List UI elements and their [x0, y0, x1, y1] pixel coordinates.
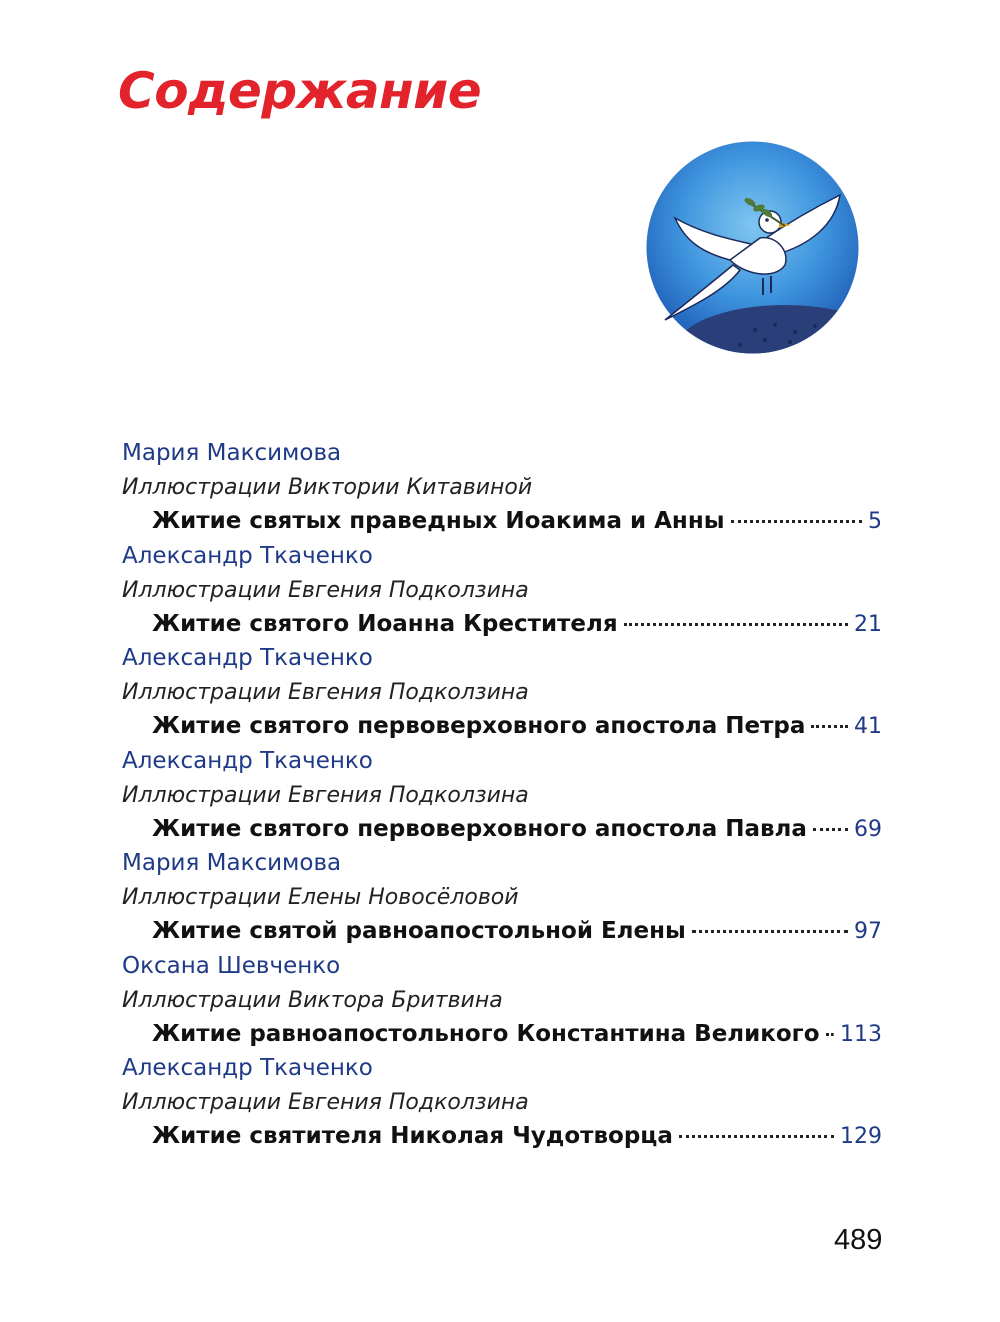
toc-illustrator: Иллюстрации Виктории Китавиной — [122, 475, 533, 500]
toc-illustrator: Иллюстрации Елены Новосёловой — [122, 885, 519, 910]
toc-author: Александр Ткаченко — [122, 645, 373, 671]
toc-entry — [122, 541, 882, 644]
dot-leader — [731, 520, 862, 523]
toc-author: Мария Максимова — [122, 440, 342, 466]
toc-entry — [122, 746, 882, 849]
toc-line[interactable] — [152, 710, 882, 743]
toc-entry — [122, 643, 882, 746]
toc-illustrator: Иллюстрации Евгения Подколзина — [122, 1090, 529, 1115]
page-title: Содержание — [118, 62, 482, 120]
toc-title: Житие святого Иоанна Крестителя — [152, 610, 618, 637]
dot-leader — [826, 1033, 835, 1036]
toc-author: Александр Ткаченко — [122, 542, 373, 569]
dot-leader — [679, 1135, 834, 1138]
toc-line[interactable] — [152, 813, 882, 846]
dot-leader — [692, 930, 848, 933]
toc-title: Житие святого первоверховного апостола Павла — [152, 815, 807, 842]
toc-illustrator: Иллюстрации Виктора Бритвина — [122, 987, 503, 1013]
toc-line[interactable] — [152, 505, 882, 538]
toc-line[interactable] — [152, 915, 882, 948]
toc-illustrator: Иллюстрации Евгения Подколзина — [122, 782, 529, 808]
toc-page-number: 5 — [868, 509, 882, 534]
dot-leader — [624, 623, 848, 626]
dove-illustration-icon — [645, 140, 860, 355]
toc-title: Житие святого первоверховного апостола Петра — [152, 713, 806, 739]
toc-line[interactable] — [152, 608, 882, 641]
toc-page-number: 97 — [854, 919, 882, 944]
toc-title: Житие святой равноапостольной Елены — [152, 918, 686, 944]
toc-title: Житие равноапостольного Константина Великого — [152, 1020, 820, 1047]
dot-leader — [813, 828, 848, 831]
toc-line[interactable] — [152, 1018, 882, 1051]
toc-page-number: 69 — [854, 816, 882, 842]
page-number: 489 — [834, 1224, 883, 1256]
toc-entry — [122, 848, 882, 951]
toc-author: Мария Максимова — [122, 850, 342, 876]
toc-author: Александр Ткаченко — [122, 747, 373, 774]
toc-illustrator: Иллюстрации Евгения Подколзина — [122, 577, 529, 603]
toc-page-number: 129 — [840, 1124, 882, 1149]
toc-page-number: 21 — [854, 611, 882, 637]
toc-page-number: 41 — [854, 714, 882, 739]
toc-illustrator: Иллюстрации Евгения Подколзина — [122, 680, 529, 705]
toc-author: Александр Ткаченко — [122, 1055, 373, 1081]
toc-entry — [122, 1053, 882, 1156]
dot-leader — [811, 725, 848, 728]
table-of-contents — [122, 438, 882, 1156]
toc-entry — [122, 438, 882, 541]
toc-author: Оксана Шевченко — [122, 952, 341, 979]
toc-entry — [122, 951, 882, 1054]
toc-page-number: 113 — [840, 1021, 882, 1047]
toc-line[interactable] — [152, 1120, 882, 1153]
toc-title: Житие святителя Николая Чудотворца — [152, 1123, 673, 1149]
toc-title: Житие святых праведных Иоакима и Анны — [152, 508, 725, 534]
